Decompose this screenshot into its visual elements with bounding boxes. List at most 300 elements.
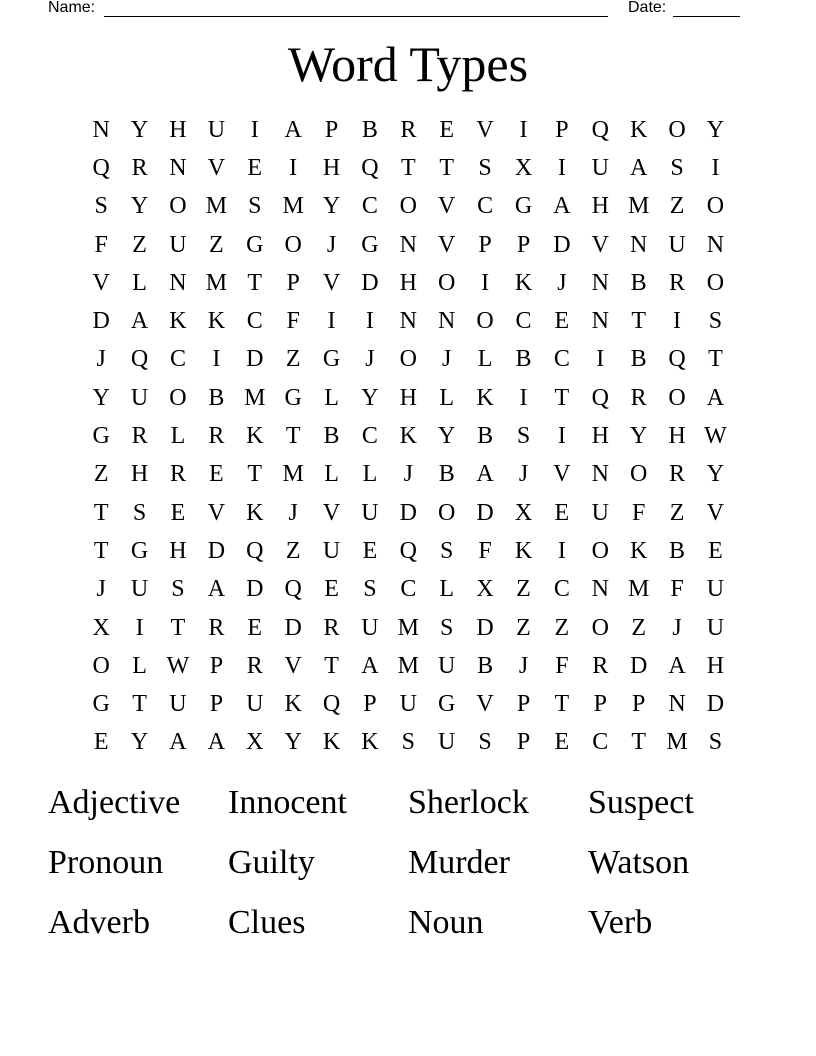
grid-letter[interactable]: O xyxy=(438,499,456,526)
grid-letter[interactable]: U xyxy=(706,614,725,641)
grid-letter[interactable]: D xyxy=(246,576,264,603)
name-label: Name: xyxy=(48,0,96,16)
name-blank-line[interactable] xyxy=(104,16,608,17)
word-list-item: Murder xyxy=(408,844,510,881)
grid-letter[interactable]: R xyxy=(630,384,647,411)
grid-letter[interactable]: Z xyxy=(285,346,301,373)
date-label: Date: xyxy=(628,0,667,16)
grid-letter[interactable]: H xyxy=(399,269,417,296)
grid-letter[interactable]: U xyxy=(322,537,341,564)
grid-letter[interactable]: O xyxy=(706,269,725,296)
grid-letter[interactable]: D xyxy=(92,308,110,335)
grid-letter[interactable]: P xyxy=(286,269,300,296)
grid-letter[interactable]: H xyxy=(399,384,417,411)
grid-letter[interactable]: U xyxy=(399,691,417,718)
grid-letter[interactable]: N xyxy=(169,154,187,181)
grid-letter[interactable]: R xyxy=(323,614,340,641)
grid-letter[interactable]: C xyxy=(169,346,186,373)
grid-letter[interactable]: N xyxy=(399,308,417,335)
grid-letter[interactable]: H xyxy=(668,423,686,450)
grid-letter[interactable]: Q xyxy=(399,537,417,564)
grid-letter[interactable]: F xyxy=(478,537,492,564)
grid-letter[interactable]: D xyxy=(246,346,264,373)
grid-letter[interactable]: O xyxy=(629,461,648,488)
grid-letter[interactable]: T xyxy=(285,423,301,450)
grid-letter[interactable]: I xyxy=(711,154,720,181)
grid-letter[interactable]: P xyxy=(631,691,646,718)
grid-letter[interactable]: P xyxy=(516,231,531,258)
grid-letter[interactable]: I xyxy=(557,154,566,181)
grid-letter[interactable]: A xyxy=(476,461,494,488)
grid-letter[interactable]: Z xyxy=(516,614,531,641)
grid-letter[interactable]: M xyxy=(244,384,266,411)
grid-letter[interactable]: J xyxy=(288,499,298,526)
grid-letter[interactable]: I xyxy=(135,614,144,641)
grid-letter[interactable]: L xyxy=(439,576,455,603)
grid-letter[interactable]: H xyxy=(169,537,187,564)
grid-letter[interactable]: S xyxy=(478,154,492,181)
grid-letter[interactable]: T xyxy=(400,154,416,181)
grid-letter[interactable]: P xyxy=(516,729,531,756)
grid-letter[interactable]: E xyxy=(209,461,224,488)
grid-letter[interactable]: V xyxy=(476,691,494,718)
grid-letter[interactable]: P xyxy=(478,231,492,258)
grid-letter[interactable]: A xyxy=(706,384,725,411)
grid-letter[interactable]: U xyxy=(207,116,226,143)
grid-letter[interactable]: N xyxy=(629,231,648,258)
grid-letter[interactable]: R xyxy=(669,269,686,296)
grid-letter[interactable]: J xyxy=(96,576,106,603)
grid-letter[interactable]: C xyxy=(246,308,263,335)
grid-letter[interactable]: B xyxy=(630,346,647,373)
grid-letter[interactable]: B xyxy=(477,652,494,679)
grid-letter[interactable]: Q xyxy=(361,154,379,181)
grid-letter[interactable]: J xyxy=(518,652,529,679)
grid-letter[interactable]: Y xyxy=(130,729,149,756)
grid-letter[interactable]: L xyxy=(324,384,339,411)
grid-letter[interactable]: T xyxy=(93,537,109,564)
grid-letter[interactable]: Y xyxy=(92,384,110,411)
grid-letter[interactable]: A xyxy=(553,193,571,220)
grid-letter[interactable]: E xyxy=(324,576,339,603)
grid-letter[interactable]: N xyxy=(591,308,609,335)
grid-letter[interactable]: O xyxy=(169,193,187,220)
grid-letter[interactable]: S xyxy=(708,308,723,335)
grid-letter[interactable]: Y xyxy=(706,461,725,488)
grid-letter[interactable]: O xyxy=(399,346,417,373)
grid-letter[interactable]: O xyxy=(668,116,686,143)
grid-letter[interactable]: K xyxy=(361,729,379,756)
grid-letter[interactable]: I xyxy=(596,346,605,373)
grid-letter[interactable]: U xyxy=(130,384,149,411)
grid-letter[interactable]: A xyxy=(169,729,187,756)
grid-letter[interactable]: N xyxy=(706,231,725,258)
grid-letter[interactable]: L xyxy=(362,461,378,488)
grid-letter[interactable]: R xyxy=(208,423,225,450)
grid-letter[interactable]: H xyxy=(130,461,149,488)
grid-letter[interactable]: E xyxy=(247,614,263,641)
grid-letter[interactable]: Z xyxy=(209,231,224,258)
grid-letter[interactable]: H xyxy=(591,423,609,450)
grid-letter[interactable]: V xyxy=(207,154,226,181)
grid-letter[interactable]: L xyxy=(439,384,455,411)
grid-letter[interactable]: R xyxy=(131,423,148,450)
grid-letter[interactable]: D xyxy=(706,691,725,718)
grid-letter[interactable]: T xyxy=(631,729,646,756)
grid-letter[interactable]: K xyxy=(399,423,417,450)
grid-letter[interactable]: S xyxy=(670,154,684,181)
grid-letter[interactable]: K xyxy=(284,691,302,718)
grid-letter[interactable]: N xyxy=(591,461,609,488)
grid-letter[interactable]: Q xyxy=(591,116,609,143)
grid-letter[interactable]: T xyxy=(324,652,339,679)
grid-letter[interactable]: A xyxy=(668,652,686,679)
grid-letter[interactable]: X xyxy=(514,154,533,181)
grid-letter[interactable]: Q xyxy=(92,154,110,181)
grid-letter[interactable]: N xyxy=(591,576,609,603)
grid-letter[interactable]: R xyxy=(246,652,263,679)
grid-letter[interactable]: I xyxy=(557,537,566,564)
grid-letter[interactable]: N xyxy=(92,116,110,143)
grid-letter[interactable]: I xyxy=(557,423,566,450)
grid-letter[interactable]: I xyxy=(673,308,682,335)
grid-letter[interactable]: R xyxy=(208,614,225,641)
grid-letter[interactable]: T xyxy=(247,461,263,488)
grid-letter[interactable]: C xyxy=(400,576,417,603)
grid-letter[interactable]: U xyxy=(591,154,609,181)
grid-letter[interactable]: I xyxy=(519,116,528,143)
grid-letter[interactable]: Q xyxy=(668,346,686,373)
grid-letter[interactable]: T xyxy=(631,308,646,335)
grid-letter[interactable]: U xyxy=(706,576,725,603)
grid-letter[interactable]: O xyxy=(92,652,110,679)
grid-letter[interactable]: D xyxy=(361,269,379,296)
grid-letter[interactable]: I xyxy=(519,384,528,411)
grid-letter[interactable]: S xyxy=(94,193,108,220)
grid-letter[interactable]: U xyxy=(438,729,456,756)
grid-letter[interactable]: D xyxy=(629,652,648,679)
grid-letter[interactable]: I xyxy=(327,308,336,335)
grid-letter[interactable]: D xyxy=(284,614,302,641)
grid-letter[interactable]: Z xyxy=(631,614,646,641)
grid-letter[interactable]: U xyxy=(668,231,686,258)
grid-letter[interactable]: P xyxy=(363,691,377,718)
grid-letter[interactable]: V xyxy=(438,193,456,220)
grid-letter[interactable]: N xyxy=(668,691,686,718)
grid-letter[interactable]: V xyxy=(591,231,609,258)
grid-letter[interactable]: Z xyxy=(669,193,685,220)
grid-letter[interactable]: O xyxy=(399,193,417,220)
grid-letter[interactable]: Y xyxy=(130,193,149,220)
grid-letter[interactable]: S xyxy=(363,576,377,603)
grid-letter[interactable]: L xyxy=(132,652,147,679)
grid-letter[interactable]: C xyxy=(592,729,609,756)
grid-letter[interactable]: F xyxy=(94,231,108,258)
grid-letter[interactable]: S xyxy=(171,576,185,603)
grid-letter[interactable]: Q xyxy=(322,691,341,718)
grid-letter[interactable]: H xyxy=(591,193,609,220)
grid-letter[interactable]: Z xyxy=(554,614,570,641)
grid-letter[interactable]: R xyxy=(169,461,186,488)
grid-letter[interactable]: A xyxy=(207,576,226,603)
grid-letter[interactable]: Y xyxy=(629,423,648,450)
grid-letter[interactable]: G xyxy=(246,231,264,258)
grid-letter[interactable]: V xyxy=(284,652,302,679)
grid-letter[interactable]: R xyxy=(592,652,609,679)
grid-letter[interactable]: Y xyxy=(438,423,456,450)
grid-letter[interactable]: M xyxy=(282,193,304,220)
grid-letter[interactable]: Y xyxy=(284,729,302,756)
grid-letter[interactable]: C xyxy=(361,423,378,450)
grid-letter[interactable]: B xyxy=(669,537,686,564)
grid-letter[interactable]: U xyxy=(361,614,379,641)
grid-letter[interactable]: R xyxy=(131,154,148,181)
grid-letter[interactable]: Z xyxy=(285,537,301,564)
grid-letter[interactable]: V xyxy=(322,499,341,526)
grid-letter[interactable]: I xyxy=(481,269,490,296)
grid-letter[interactable]: A xyxy=(629,154,648,181)
grid-letter[interactable]: J xyxy=(96,346,106,373)
grid-letter[interactable]: W xyxy=(166,652,190,679)
grid-letter[interactable]: U xyxy=(246,691,264,718)
grid-letter[interactable]: E xyxy=(247,154,263,181)
grid-letter[interactable]: Y xyxy=(361,384,379,411)
grid-letter[interactable]: B xyxy=(515,346,532,373)
grid-letter[interactable]: K xyxy=(514,269,533,296)
grid-letter[interactable]: V xyxy=(553,461,571,488)
grid-letter[interactable]: F xyxy=(555,652,569,679)
grid-letter[interactable]: S xyxy=(440,614,454,641)
grid-letter[interactable]: K xyxy=(322,729,341,756)
grid-letter[interactable]: V xyxy=(476,116,494,143)
grid-letter[interactable]: S xyxy=(478,729,492,756)
grid-letter[interactable]: D xyxy=(476,614,494,641)
grid-letter[interactable]: L xyxy=(477,346,493,373)
grid-letter[interactable]: R xyxy=(669,461,686,488)
grid-letter[interactable]: E xyxy=(554,499,570,526)
grid-letter[interactable]: V xyxy=(438,231,456,258)
grid-letter[interactable]: T xyxy=(554,384,570,411)
grid-letter[interactable]: G xyxy=(130,537,149,564)
grid-letter[interactable]: J xyxy=(518,461,529,488)
grid-letter[interactable]: D xyxy=(553,231,571,258)
grid-letter[interactable]: P xyxy=(516,691,531,718)
grid-letter[interactable]: I xyxy=(365,308,374,335)
grid-letter[interactable]: N xyxy=(438,308,456,335)
grid-letter[interactable]: K xyxy=(629,537,648,564)
grid-letter[interactable]: Y xyxy=(130,116,149,143)
grid-letter[interactable]: O xyxy=(591,614,609,641)
grid-letter[interactable]: X xyxy=(476,576,494,603)
grid-letter[interactable]: G xyxy=(322,346,341,373)
grid-letter[interactable]: M xyxy=(205,193,228,220)
grid-letter[interactable]: X xyxy=(514,499,533,526)
grid-letter[interactable]: G xyxy=(92,423,110,450)
grid-letter[interactable]: K xyxy=(514,537,533,564)
grid-letter[interactable]: V xyxy=(92,269,110,296)
grid-letter[interactable]: P xyxy=(209,691,224,718)
grid-letter[interactable]: O xyxy=(169,384,187,411)
grid-letter[interactable]: B xyxy=(630,269,647,296)
grid-letter[interactable]: L xyxy=(170,423,186,450)
grid-letter[interactable]: C xyxy=(477,193,494,220)
grid-letter[interactable]: H xyxy=(706,652,725,679)
grid-letter[interactable]: U xyxy=(438,652,456,679)
grid-letter[interactable]: S xyxy=(516,423,531,450)
grid-letter[interactable]: O xyxy=(284,231,302,258)
grid-letter[interactable]: Q xyxy=(130,346,149,373)
grid-letter[interactable]: M xyxy=(666,729,688,756)
grid-letter[interactable]: N xyxy=(169,269,187,296)
grid-letter[interactable]: U xyxy=(169,691,187,718)
grid-letter[interactable]: B xyxy=(323,423,340,450)
grid-letter[interactable]: T xyxy=(439,154,455,181)
grid-letter[interactable]: R xyxy=(400,116,417,143)
grid-letter[interactable]: C xyxy=(553,576,570,603)
grid-letter[interactable]: I xyxy=(212,346,221,373)
grid-letter[interactable]: N xyxy=(399,231,417,258)
grid-letter[interactable]: K xyxy=(476,384,494,411)
grid-letter[interactable]: C xyxy=(361,193,378,220)
grid-letter[interactable]: C xyxy=(553,346,570,373)
grid-letter[interactable]: T xyxy=(554,691,570,718)
word-list xyxy=(48,778,768,958)
grid-letter[interactable]: E xyxy=(362,537,378,564)
grid-letter[interactable]: K xyxy=(169,308,187,335)
grid-letter[interactable]: J xyxy=(365,346,375,373)
grid-letter[interactable]: E xyxy=(93,729,109,756)
grid-letter[interactable]: Q xyxy=(284,576,302,603)
grid-letter[interactable]: E xyxy=(170,499,186,526)
grid-letter[interactable]: G xyxy=(284,384,302,411)
grid-letter[interactable]: E xyxy=(439,116,455,143)
grid-letter[interactable]: G xyxy=(438,691,456,718)
grid-letter[interactable]: S xyxy=(248,193,262,220)
grid-letter[interactable]: J xyxy=(442,346,452,373)
grid-letter[interactable]: F xyxy=(670,576,684,603)
grid-letter[interactable]: Y xyxy=(322,193,341,220)
grid-letter[interactable]: J xyxy=(557,269,567,296)
grid-letter[interactable]: O xyxy=(591,537,609,564)
grid-letter[interactable]: V xyxy=(322,269,341,296)
grid-letter[interactable]: O xyxy=(476,308,494,335)
grid-letter[interactable]: Q xyxy=(591,384,609,411)
grid-letter[interactable]: S xyxy=(401,729,415,756)
grid-letter[interactable]: K xyxy=(629,116,648,143)
grid-letter[interactable]: V xyxy=(207,499,226,526)
grid-letter[interactable]: X xyxy=(246,729,264,756)
grid-letter[interactable]: O xyxy=(706,193,725,220)
grid-letter[interactable]: F xyxy=(631,499,646,526)
grid-letter[interactable]: U xyxy=(130,576,149,603)
grid-letter[interactable]: A xyxy=(207,729,226,756)
grid-letter[interactable]: M xyxy=(282,461,304,488)
grid-letter[interactable]: M xyxy=(205,269,228,296)
grid-letter[interactable]: F xyxy=(286,308,300,335)
grid-letter[interactable]: E xyxy=(708,537,723,564)
grid-letter[interactable]: Z xyxy=(669,499,685,526)
grid-letter[interactable]: G xyxy=(514,193,533,220)
grid-letter[interactable]: E xyxy=(554,729,570,756)
grid-letter[interactable]: E xyxy=(554,308,570,335)
grid-letter[interactable]: Z xyxy=(516,576,531,603)
grid-letter[interactable]: U xyxy=(591,499,609,526)
grid-letter[interactable]: A xyxy=(130,308,149,335)
grid-letter[interactable]: P xyxy=(324,116,339,143)
grid-letter[interactable]: V xyxy=(706,499,725,526)
grid-letter[interactable]: M xyxy=(397,614,419,641)
grid-letter[interactable]: W xyxy=(704,423,727,450)
word-list-item: Innocent xyxy=(228,784,347,821)
grid-letter[interactable]: B xyxy=(361,116,378,143)
grid-letter[interactable]: G xyxy=(361,231,379,258)
grid-letter[interactable]: O xyxy=(668,384,686,411)
grid-letter[interactable]: T xyxy=(132,691,147,718)
grid-letter[interactable]: L xyxy=(324,461,339,488)
grid-letter[interactable]: I xyxy=(250,116,259,143)
grid-letter[interactable]: Z xyxy=(93,461,109,488)
grid-letter[interactable]: J xyxy=(672,614,682,641)
word-list-item: Watson xyxy=(588,844,690,881)
grid-letter[interactable]: J xyxy=(403,461,413,488)
word-list-item: Sherlock xyxy=(408,784,529,821)
grid-letter[interactable]: G xyxy=(92,691,110,718)
grid-letter[interactable]: L xyxy=(132,269,147,296)
grid-letter[interactable]: S xyxy=(132,499,147,526)
grid-letter[interactable]: T xyxy=(93,499,109,526)
grid-letter[interactable]: I xyxy=(289,154,298,181)
date-blank-line[interactable] xyxy=(673,16,740,17)
grid-letter[interactable]: B xyxy=(438,461,455,488)
worksheet-header xyxy=(0,0,816,20)
grid-letter[interactable]: D xyxy=(399,499,417,526)
grid-letter[interactable]: T xyxy=(247,269,263,296)
grid-letter[interactable]: U xyxy=(169,231,187,258)
word-list-item: Pronoun xyxy=(48,844,164,881)
grid-letter[interactable]: P xyxy=(593,691,607,718)
grid-letter[interactable]: Z xyxy=(132,231,147,258)
grid-letter[interactable]: H xyxy=(322,154,341,181)
grid-letter[interactable]: D xyxy=(476,499,494,526)
grid-letter[interactable]: P xyxy=(555,116,569,143)
grid-letter[interactable]: S xyxy=(708,729,723,756)
grid-letter[interactable]: K xyxy=(246,499,264,526)
grid-letter[interactable]: A xyxy=(284,116,302,143)
grid-letter[interactable]: D xyxy=(207,537,226,564)
grid-letter[interactable]: Y xyxy=(706,116,725,143)
grid-letter[interactable]: M xyxy=(397,652,419,679)
grid-letter[interactable]: K xyxy=(207,308,226,335)
grid-letter[interactable]: S xyxy=(440,537,454,564)
grid-letter[interactable]: U xyxy=(361,499,379,526)
grid-letter[interactable]: N xyxy=(591,269,609,296)
grid-letter[interactable]: C xyxy=(515,308,532,335)
grid-letter[interactable]: X xyxy=(92,614,110,641)
grid-letter[interactable]: J xyxy=(326,231,337,258)
grid-letter[interactable]: A xyxy=(361,652,379,679)
grid-letter[interactable]: H xyxy=(169,116,187,143)
grid-letter[interactable]: M xyxy=(627,576,650,603)
grid-letter[interactable]: B xyxy=(477,423,494,450)
grid-letter[interactable]: M xyxy=(627,193,650,220)
grid-letter[interactable]: Q xyxy=(246,537,264,564)
grid-letter[interactable]: K xyxy=(246,423,264,450)
grid-letter[interactable]: T xyxy=(708,346,723,373)
grid-letter[interactable]: B xyxy=(208,384,225,411)
grid-letter[interactable]: P xyxy=(209,652,224,679)
grid-letter[interactable]: O xyxy=(438,269,456,296)
grid-letter[interactable]: T xyxy=(170,614,186,641)
